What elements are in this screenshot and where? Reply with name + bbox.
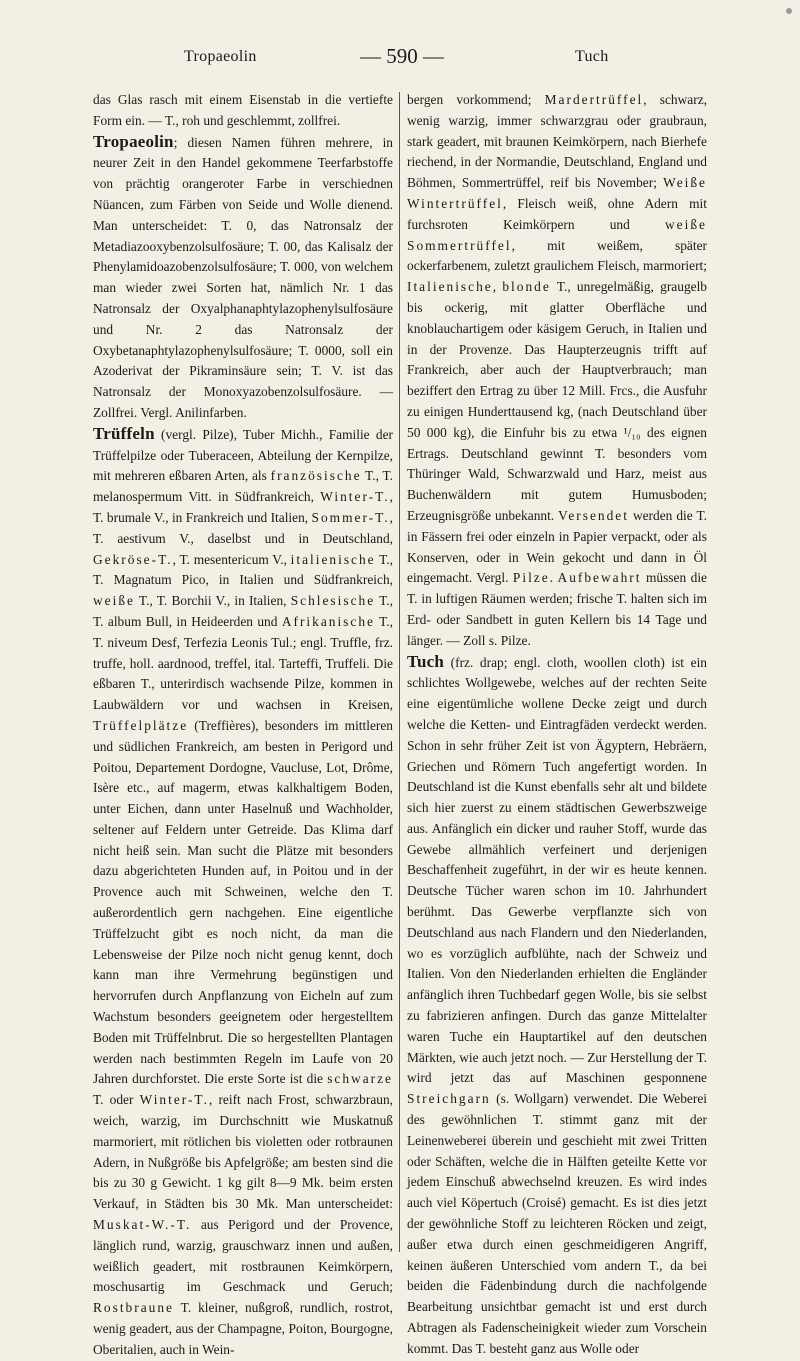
spaced-term: Gekröse-T. [93,551,173,567]
entry-text: . [549,570,558,586]
spaced-term: Schlesische [290,593,376,609]
header-right-keyword: Tuch [575,48,609,65]
entry-text: , T. brumale V., in Frankreich und Italien, [93,489,393,525]
entry-trueffeln-continued [407,90,707,652]
entry-tropaeolin [93,132,393,424]
entry-text: müssen die T. in luftigen Räumen werden; frische T. halten sich im Erd- oder Sandbett in guten Kellern bis 14 Tage und länger. — Zoll s. Pilze. [407,570,707,648]
spaced-term: Trüffelplätze [93,717,189,733]
lemma-tropaeolin: Tropaeolin [93,131,174,151]
spaced-term: Weiße Wintertrüffel [407,175,707,211]
entry-text: T., unregelmäßig, graugelb bis ockerig, mit glatter Oberfläche und knoblauchartigem oder käsigem Geruch, in Italien und in der Provenze. Das Haupterzeugnis trifft auf Frankreich, aber auch der Hauptverbrauch; man beziffert den Ertrag zu über 12 Mill. Frcs., die Ausfuhr zu einigen Hunderttausend kg, (nach Deutschland über 50 000 kg), die Einfuhr bis zu etwa ¹/₁₀ des eignen Ertrags. Deutschland gewinnt T. besonders vom Thüringer Wald, Schwarzwald und Harz, meist aus Buchenwäldern mit gutem Humusboden; Erzeugnisgröße unbekannt. [407,279,707,523]
entry-text: T., T. melanospermum Vitt. in Südfrankreich, [93,468,393,505]
spaced-term: Aufbewahrt [557,570,642,586]
entry-text: (s. Wollgarn) verwendet. Die Weberei des gewöhnlichen T. stimmt ganz mit der Leinenweberei überein und geschieht mit zwei Tritten oder Schäften, welche die in Hälften geteilte Kette vor jedem Einschuß abwechselnd kreuzen. Es wird indes auch viel Köpertuch (Croisé) gemacht. Es ist dies jetzt der gewöhnliche Stoff zu leichteren Röcken und zeigt, außer etwa durch einen geschmeidigeren Angriff, keinen äußeren Unterschied vom andern T., da bei beiden die Fädenbindung durch die nachfolgende Bearbeitung unsichtbar gemacht ist und erst durch Abtragen als Fadenscheinigkeit wieder zum Vorschein kommt. Das T. besteht ganz aus Wolle oder [407,1091,707,1356]
entry-continuation: das Glas rasch mit einem Eisenstab in die vertiefte Form ein. — T., roh und geschlemmt, zollfrei. [93,92,393,128]
entry-trueffeln [93,424,393,1361]
left-column [93,90,393,1361]
right-column [407,90,707,1360]
entry-tuch [407,652,707,1360]
entry-text: , [492,279,503,295]
lemma-trueffeln: Trüffeln [93,423,155,443]
spaced-term: schwarze [327,1071,393,1087]
entry-text: , T. aestivum V., daselbst und in Deutschland, [93,509,393,546]
spaced-term: Mardertrüffel [544,92,644,107]
spaced-term: Winter-T. [320,489,390,505]
running-head [0,44,800,74]
spaced-term: Italienische [407,279,493,295]
spaced-term: Afrikanische [281,613,375,629]
entry-text: aus Perigord und der Provence, länglich rund, warzig, grauschwarz innen und außen, weißlich geadert, mit rostbraunen Keimkörpern, moschusartig im Geschmack und Geruch; [93,1217,393,1295]
entry-text: , mit weißem, später ockerfarbenem, zuletzt graulichem Fleisch, marmoriert; [407,237,707,274]
spaced-term: Winter-T. [139,1092,209,1108]
spaced-term: Versendet [558,507,629,523]
entry-text: werden die T. in Fässern frei oder einzeln in Papier verpackt, oder als Konserven, oder in Wein gekocht und dann in Öl eingemacht. Vergl. [407,507,707,586]
entry-text: T. kleiner, nußgroß, rundlich, rostrot, wenig geadert, aus der Champagne, Poiton, Bourgogne, Oberitalien, auch in Wein- [93,1300,393,1357]
entry-text: ; diesen Namen führen mehrere, in neurer Zeit in den Handel gekommene Teerfarbstoffe von prächtig orangeroter Farbe in verschiednen Nüancen, zum Färben von Seide und Wolle dienend. Man unterscheidet: T. 0, das Natronsalz der Metadiazooxybenzolsulfosäure; T. 00, das Kalisalz der Phenylamidoazobenzolsulfosäure; T. 000, von welchem man wieder zwei Sorten hat, nämlich Nr. 1 das Natronsalz der Oxyalphanaphtylazophenylsulfosäure und Nr. 2 das Natronsalz der Oxybetanaphtylazophenylsulfosäure; T. 0000, soll ein Azoderivat der Pikraminsäure sein; T. V. ist das Natronsalz der Monoxyazobenzolsulfosäure. — Zollfrei. Vergl. Anilinfarben. [93,134,393,420]
spaced-term: weiße [93,593,135,609]
entry-text: , T. mesentericum V., [172,551,291,567]
spaced-term: weiße Sommertrüffel [407,216,707,253]
page-number: — 590 — [360,44,444,68]
lemma-tuch: Tuch [407,651,445,671]
entry-text: bergen vorkommend; [407,92,545,107]
entry-text: (Treffières), besonders im mittleren und südlichen Frankreich, am besten in Perigord und Poitou, Departement Dordogne, Vaucluse, Lot, Drôme, Isère etc., auf magerm, etwas kalkhaltigem Boden, unter Eichen, dann unter Haselnuß und Wachholder, seltener auf Feldern unter Getreide. Das Klima darf nicht heiß sein. Man sucht die Plätze mit besonders dazu abgerichteten Hunden auf, in Poitou und in der Provence auch mit Schweinen, welche den T. außerordentlich gern nachgehen. Eine eigentliche Trüffelzucht gibt es noch nicht, da man die Lebensweise der Pilze noch nicht genug kennt, doch kann man ihre Vermehrung begünstigen und hervorrufen durch Anpflanzung von Eicheln auf zum Wachstum besonders geeignetem oder hergestelltem Boden mit Trüffelnbrut. Die so hergestellten Plantagen werden nach bestimmten Regeln im Laufe von 20 Jahren durchforstet. Die erste Sorte ist die [93,717,393,1087]
spaced-term: französische [270,468,362,484]
spaced-term: Muskat-W.-T. [93,1217,192,1233]
entry-text: T., T. album Bull, in Heideerden und [93,593,393,629]
entry-text: , schwarz, wenig warzig, immer schwarzgrau oder graubraun, stark geadert, mit braunen Keimkörpern, nach Bierhefe riechend, in der Normandie, Deutschland, England und Böhmen, Sommertrüffel, reif bis November; [407,92,707,191]
spaced-term: Pilze [512,570,550,586]
entry-text: (frz. drap; engl. cloth, woollen cloth) ist ein schlichtes Wollgewebe, welches auf der rechten Seite eine eigentümliche wollene Decke zeigt und durch welche die Ketten- und Eintragfäden verdeckt werden. Schon in sehr früher Zeit ist von Ägyptern, Hebräern, Griechen und Römern Tuch angefertigt worden. In Deutschland ist die Kunst ebenfalls sehr alt und bildete sich hier zuerst zu einem städtischen Gewerbszweige aus. Anfänglich ein dicker und rauher Stoff, wurde das Gewebe allmählich verfeinert und derjenigen Beschaffenheit zugeführt, in der wir es heute kennen. Deutsche Tücher waren schon im 10. Jahrhundert berühmt. Das Gewerbe verpflanzte sich von Deutschland aus nach Flandern und den Niederlanden, wo es vorzüglich aufblühte, nach der Schweiz und Italien. Von den Niederlanden erhielten die Engländer anfänglich ihren Tuchbedarf gegen Wolle, bis sie selbst zu fabrizieren anfingen. Durch das ganze Mittelalter waren Tuche ein Hauptartikel auf den deutschen Märkten, wie auch jetzt noch. — Zur Herstellung der T. wird jetzt das auf Maschinen gesponnene [407,654,707,1086]
spaced-term: Rostbraune [93,1300,174,1316]
entry-text: T., T. niveum Desf, Terfezia Leonis Tul.; engl. Truffle, frz. truffe, holl. aardnood, treffel, ital. Tarteffi, Truffeli. Die eßbaren T., unterirdisch wachsende Pilze, kommen in Laubwäldern vor und wachsen in Kreisen, [93,613,393,713]
spaced-term: Sommer-T. [311,509,390,525]
entry-text: T., T. Borchii V., in Italien, [134,593,291,609]
entry-text: T. oder [93,1092,140,1108]
spaced-term: italienische [290,551,376,567]
entry-text: , reift nach Frost, schwarzbraun, weich, warzig, im Durchschnitt wie Muskatnuß marmoriert, mit rötlichen bis violetten oder rotbraunen Adern, in Nußgröße bis Apfelgröße; am besten sind die bis zu 30 g Gewicht. 1 kg gilt 8—9 Mk. beim ersten Verkauf, in Städten bis 30 Mk. Man unterscheidet: [93,1092,393,1212]
spaced-term: Streichgarn [407,1091,491,1107]
spaced-term: blonde [502,279,551,295]
entry-text: T., T. Magnatum Pico, in Italien und Südfrankreich, [93,551,393,588]
entry-text: , Fleisch weiß, ohne Adern mit furchsroten Keimkörpern und [407,195,707,232]
column-divider [399,92,400,1252]
entry-text: (vergl. Pilze), Tuber Michh., Familie der Trüffelpilze oder Tuberaceen, Abteilung der Kernpilze, mit mehreren eßbaren Arten, als [93,426,393,484]
header-left-keyword: Tropaeolin [184,48,257,65]
corner-mark [786,8,792,14]
